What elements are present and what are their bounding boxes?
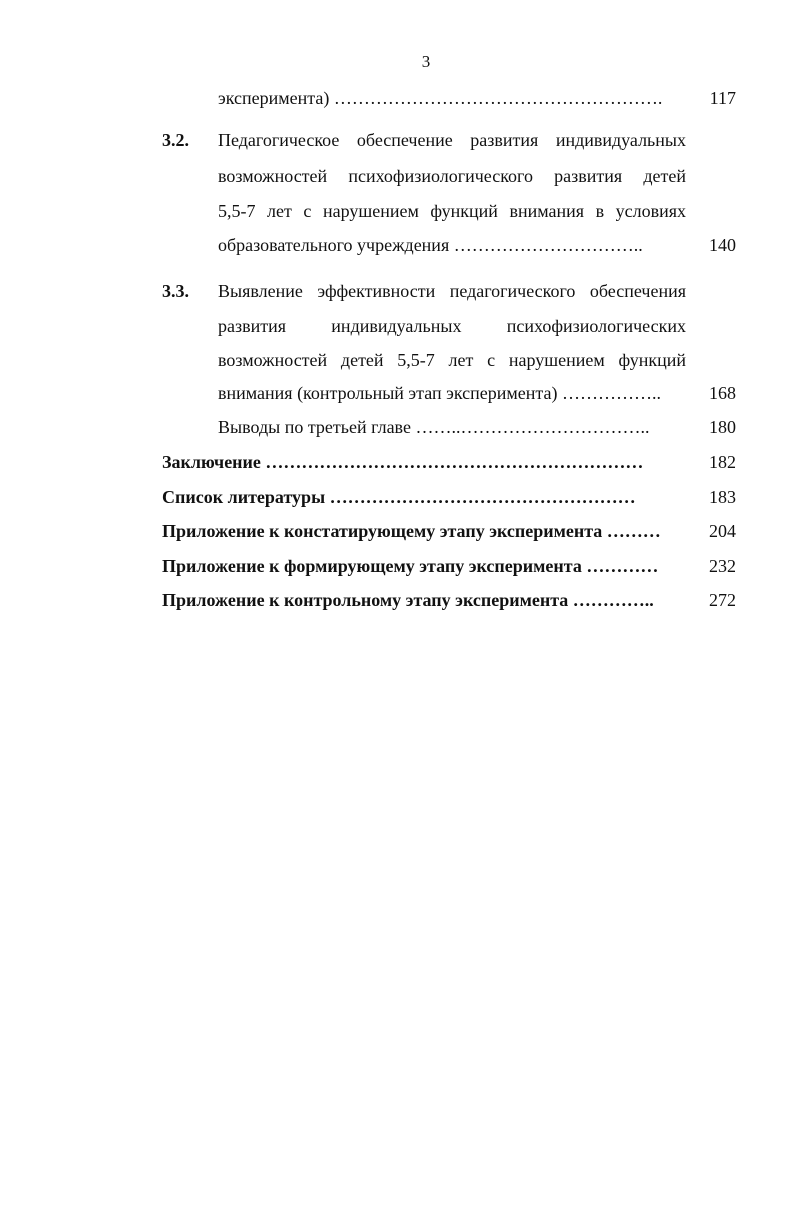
toc-entry-3-2-line2	[0, 163, 798, 189]
toc-entry-3-2	[0, 127, 798, 153]
toc-entry-line: внимания (контрольный этап эксперимента) ……………..	[218, 383, 661, 403]
toc-entry-3-2-line4	[0, 232, 798, 258]
toc-entry-line: образовательного учреждения …………………………..	[218, 235, 643, 255]
section-number: 3.3.	[162, 281, 189, 301]
toc-entry-text: Выводы по третьей главе ……..…………………………..	[218, 417, 650, 437]
section-number: 3.2.	[162, 130, 189, 150]
toc-entry-3-3-line3	[0, 347, 798, 373]
toc-entry-line: возможностей психофизиологического развития детей	[218, 166, 686, 186]
toc-entry-line: развития индивидуальных психофизиологических	[218, 316, 686, 336]
toc-page-number: 232	[709, 556, 736, 576]
toc-page-number: 182	[709, 452, 736, 472]
toc-page-number: 183	[709, 487, 736, 507]
toc-page-number: 272	[709, 590, 736, 610]
toc-entry-text: Заключение ………………………………………………………	[162, 452, 644, 472]
toc-entry-text: Приложение к контрольному этапу эксперимента …………..	[162, 590, 654, 610]
toc-page-number: 180	[709, 417, 736, 437]
toc-entry-appendix-1	[0, 518, 798, 544]
toc-page-number: 117	[709, 88, 736, 108]
toc-entry-conclusion	[0, 449, 798, 475]
toc-entry-appendix-2	[0, 553, 798, 579]
toc-entry-bibliography	[0, 484, 798, 510]
toc-page-number: 204	[709, 521, 736, 541]
toc-entry-3-3-line4	[0, 380, 798, 406]
toc-entry-3-2-line3	[0, 198, 798, 224]
toc-entry-3-3	[0, 278, 798, 304]
toc-entry-line: 5,5-7 лет с нарушением функций внимания в условиях	[218, 201, 686, 221]
toc-page-number: 168	[709, 383, 736, 403]
page-number: 3	[421, 52, 431, 71]
toc-entry-continuation	[0, 85, 798, 111]
toc-entry-appendix-3	[0, 587, 798, 613]
toc-entry-line: Педагогическое обеспечение развития индивидуальных	[218, 130, 686, 150]
toc-entry-conclusions	[0, 414, 798, 440]
toc-entry-line: Выявление эффективности педагогического обеспечения	[218, 281, 686, 301]
toc-page-number: 140	[709, 235, 736, 255]
toc-entry-text: эксперимента) ……………………………………………….	[218, 88, 663, 108]
toc-entry-text: Приложение к формирующему этапу эксперимента …………	[162, 556, 659, 576]
toc-entry-line: возможностей детей 5,5-7 лет с нарушением функций	[218, 350, 686, 370]
toc-entry-text: Приложение к констатирующему этапу эксперимента ………	[162, 521, 661, 541]
toc-entry-text: Список литературы ……………………………………………	[162, 487, 636, 507]
toc-entry-3-3-line2	[0, 313, 798, 339]
